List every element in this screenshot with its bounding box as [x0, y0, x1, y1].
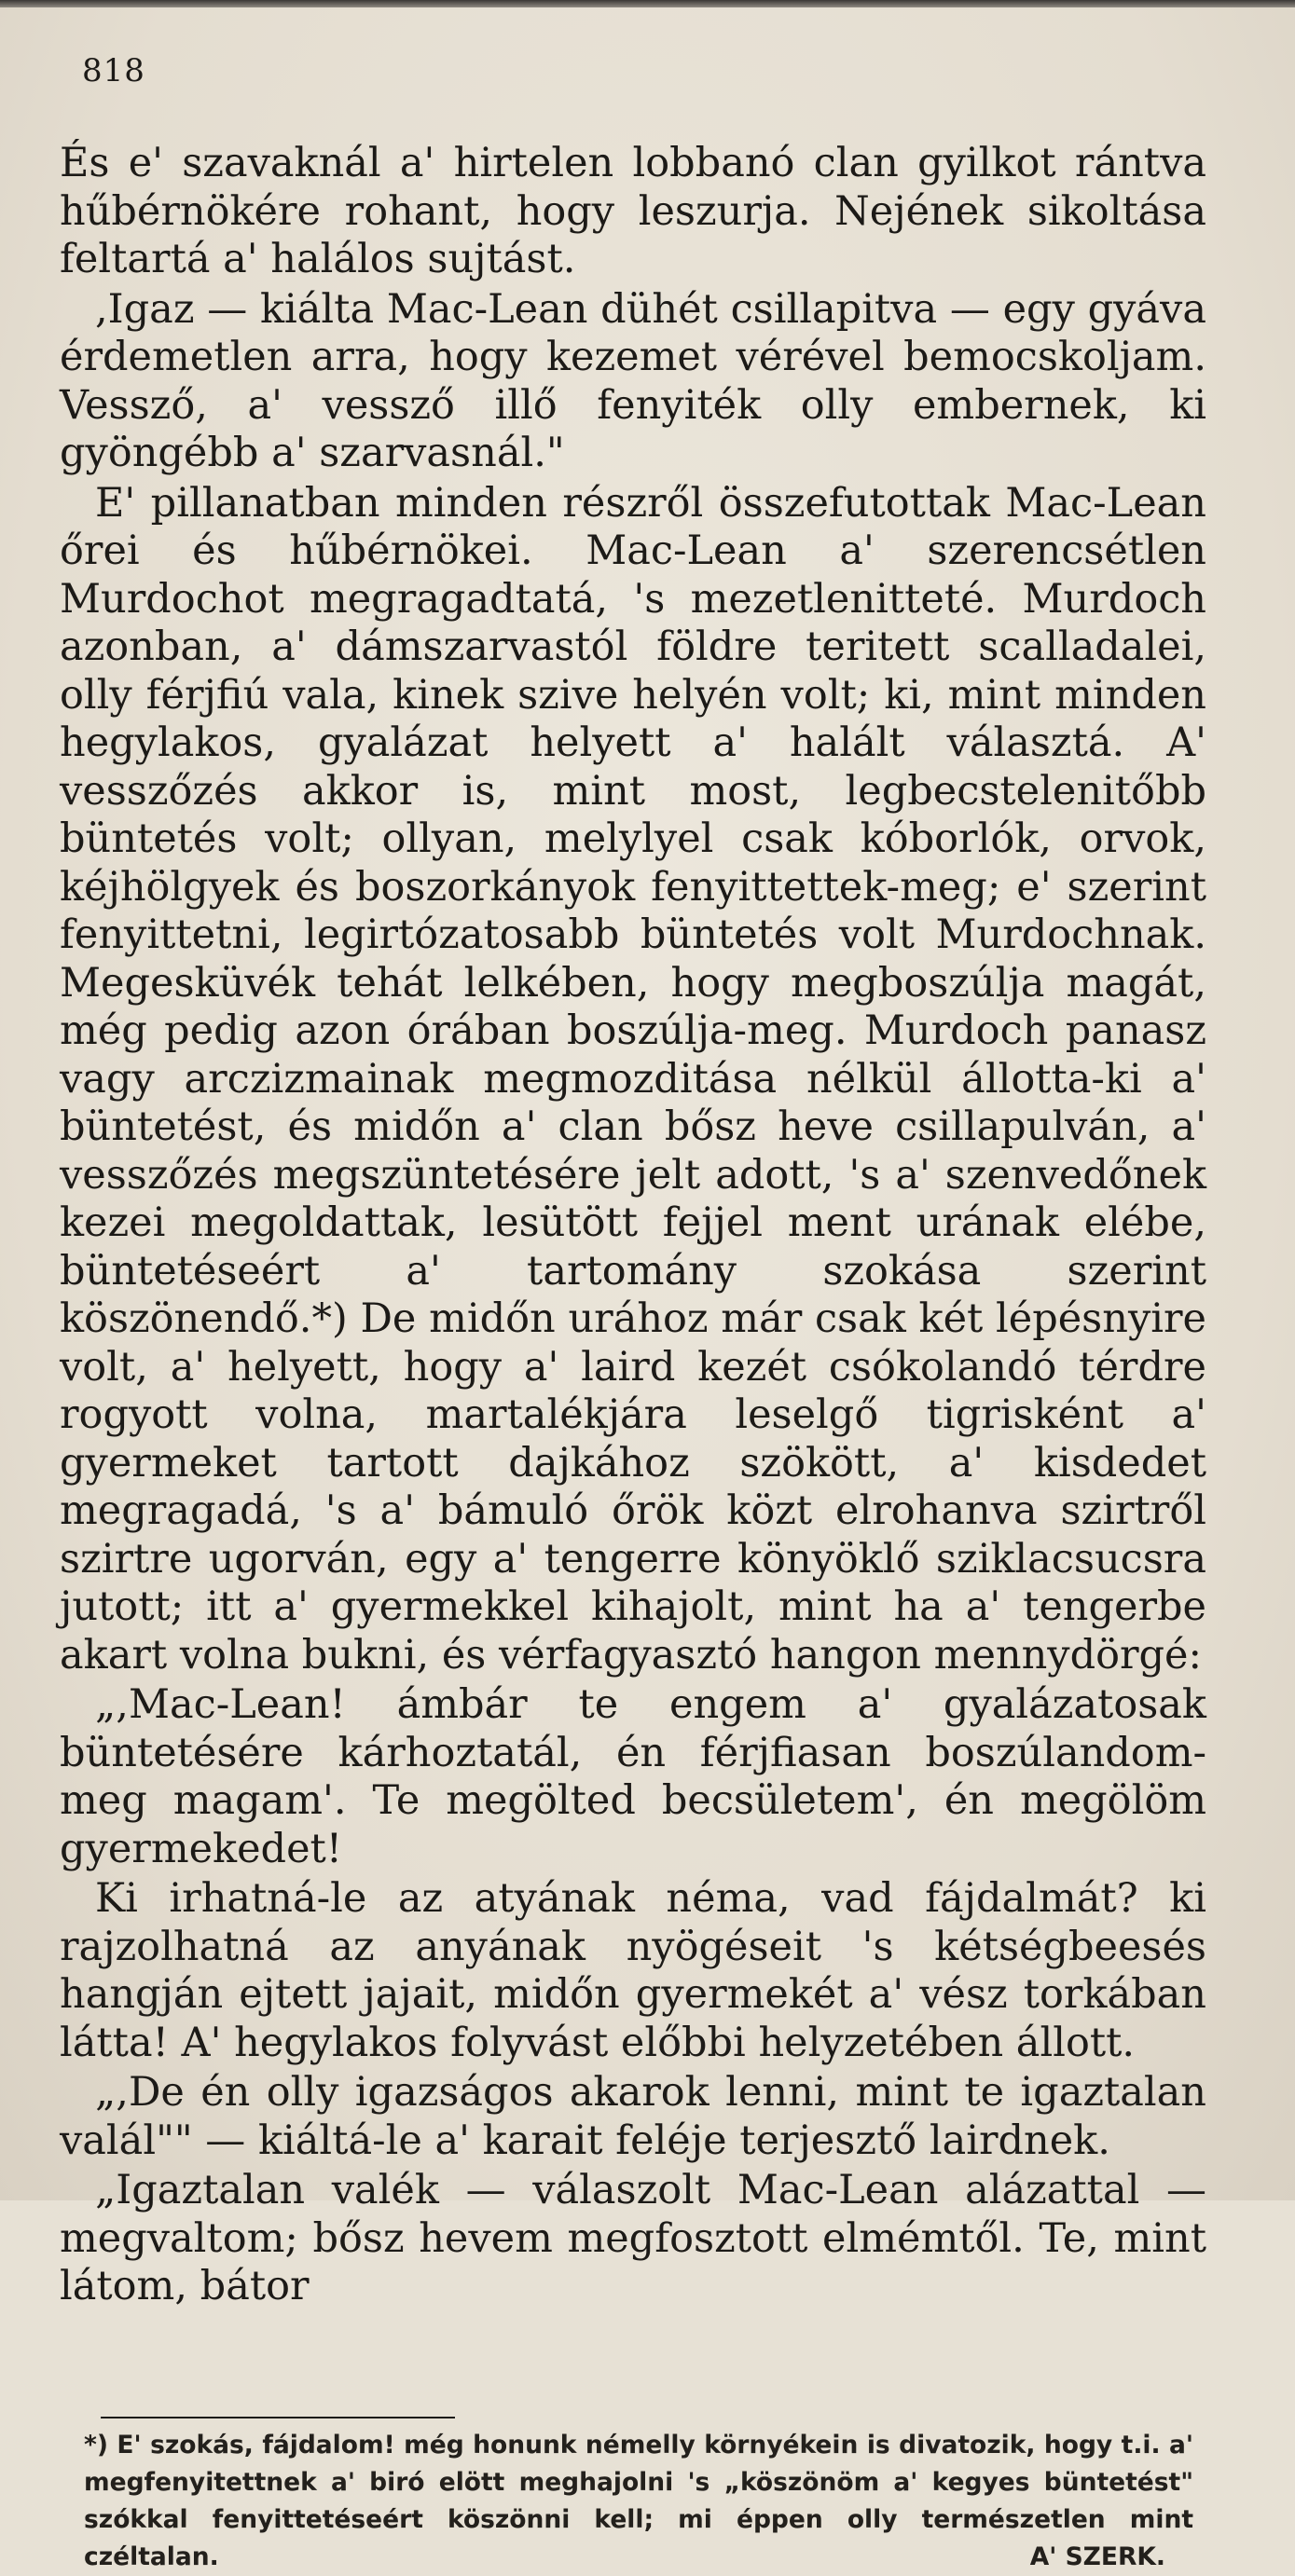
- footnote: [84, 2427, 1193, 2576]
- footnote-signature: A' SZERK.: [1029, 2542, 1165, 2571]
- paragraph: E' pillanatban minden részről összefutottak Mac-Lean őrei és hűbérnökei. Mac-Lean a' szerencsétlen Murdochot megragadtatá, 's mezetlenitteté. Murdoch azonban, a' dámszarvastól földre teritett scalladalei, olly férjfiú vala, kinek szive helyén volt; ki, mint minden hegylakos, gyalázat helyett a' halált választá. A' vesszőzés akkor is, mint most, legbecstelenitőbb büntetés volt; ollyan, melylyel csak kóborlók, orvok, kéjhölgyek és boszorkányok fenyittettek-meg; e' szerint fenyittetni, legirtózatosabb büntetés volt Murdochnak. Megesküvék tehát lelkében, hogy megboszúlja magát, még pedig azon órában boszúlja-meg. Murdoch panasz vagy arczizmainak megmozditása nélkül állotta-ki a' büntetést, és midőn a' clan bősz heve csillapulván, a' vesszőzés megszüntetésére jelt adott, 's a' szenvedőnek kezei megoldattak, lesütött fejjel ment urának elébe, büntetéseért a' tartomány szokása szerint köszönendő.*) De midőn urához már csak két lépésnyire volt, a' helyett, hogy a' laird kezét csókolandó térdre rogyott volna, martalékjára leselgő tigrisként a' gyermeket tartott dajkához szökött, a' kisdedet megragadá, 's a' bámuló őrök közt elrohanva szirtről szirtre ugorván, egy a' tengerre könyöklő sziklacsucsra jutott; itt a' gyermekkel kihajolt, mint ha a' tengerbe akart volna bukni, és vérfagyasztó hangon mennydörgé:: [60, 479, 1206, 1679]
- page-top-edge: [0, 0, 1295, 7]
- paragraph: ,Igaz — kiálta Mac-Lean dühét csillapitva — egy gyáva érdemetlen arra, hogy kezemet vérével bemocskoljam. Vessző, a' vessző illő fenyiték olly embernek, ki gyöngébb a' szarvasnál.": [60, 285, 1206, 476]
- footnote-text: *) E' szokás, fájdalom! még honunk némelly környékein is divatozik, hogy t.i. a' megfenyitettnek a' biró elött meghajolni 's „köszönöm a' kegyes büntetést" szókkal fenyittetéseért köszönni kell; mi éppen olly természetlen mint czéltalan.: [84, 2431, 1193, 2571]
- footnote-divider: [101, 2417, 455, 2418]
- paragraph: Ki irhatná-le az atyának néma, vad fájdalmát? ki rajzolhatná az anyának nyögéseit 's kétségbeesés hangján ejtett jajait, midőn gyermekét a' vész torkában látta! A' hegylakos folyvást előbbi helyzetében állott.: [60, 1875, 1206, 2066]
- paragraph: „,De én olly igazságos akarok lenni, mint te igaztalan valál"" — kiáltá-le a' karait feléje terjesztő lairdnek.: [60, 2069, 1206, 2164]
- body-text: [60, 140, 1206, 2311]
- paragraph: „,Mac-Lean! ámbár te engem a' gyalázatosak büntetésére kárhoztatál, én férjfiasan boszúlandom-meg magam'. Te megölted becsületem', én megölöm gyermekedet!: [60, 1681, 1206, 1872]
- paragraph: „Igaztalan valék — válaszolt Mac-Lean alázattal — megvaltom; bősz hevem megfosztott elmémtől. Te, mint látom, bátor: [60, 2167, 1206, 2309]
- page-number: 818: [82, 52, 145, 89]
- paragraph: És e' szavaknál a' hirtelen lobbanó clan gyilkot rántva hűbérnökére rohant, hogy leszurja. Nejének sikoltása feltartá a' halálos sujtást.: [60, 140, 1206, 282]
